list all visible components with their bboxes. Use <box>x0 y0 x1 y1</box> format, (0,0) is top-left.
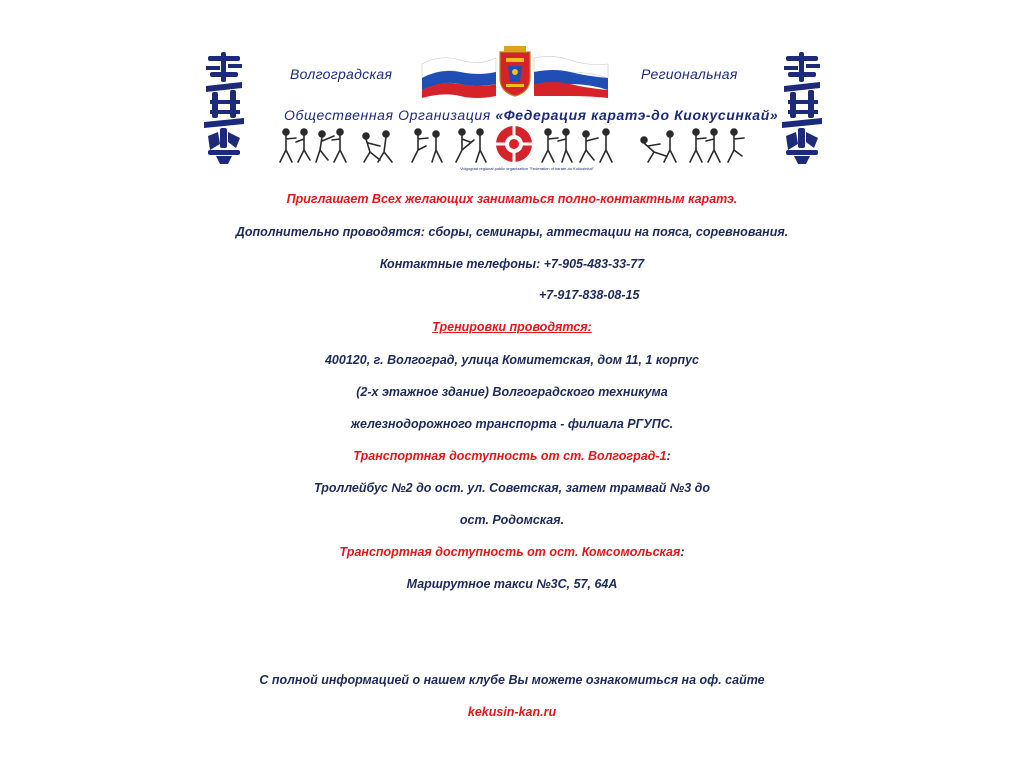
address-line-1: 400120, г. Волгоград, улица Комитетская, дом 11, 1 корпус <box>324 353 700 367</box>
header-left-word: Волгоградская <box>290 66 393 82</box>
transport-1-line-2: ост. Родомская. <box>459 513 565 527</box>
header-organization-line <box>284 107 778 123</box>
website-info-text: С полной информацией о нашем клубе Вы можете ознакомиться на оф. сайте <box>259 673 765 687</box>
contacts-label: Контактные телефоны: <box>379 257 544 271</box>
russian-flags-with-volgograd-coat-of-arms-icon <box>420 46 610 98</box>
karate-fighters-strip <box>276 126 752 166</box>
header-banner <box>0 0 1024 175</box>
transport-2-line: Маршрутное такси №3С, 57, 64А <box>406 577 618 591</box>
invitation-text: Приглашает Всех желающих заниматься полно-контактным каратэ. <box>286 192 738 206</box>
transport-2-heading: Транспортная доступность от ост. Комсомольская <box>339 545 681 559</box>
kyokushin-kanji-icon <box>202 52 246 164</box>
phone-2: +7-917-838-08-15 <box>539 288 640 302</box>
transport-2-heading-line <box>0 545 1024 559</box>
kyokushin-kanku-emblem-icon <box>496 126 532 162</box>
transport-2-colon: : <box>680 545 685 559</box>
address-line-2: (2-х этажное здание) Волгоградского техникума <box>356 385 668 399</box>
phone-1: +7-905-483-33-77 <box>543 257 645 271</box>
additional-activities-text: Дополнительно проводятся: сборы, семинары, аттестации на пояса, соревнования. <box>235 225 789 239</box>
address-line-3: железнодорожного транспорта - филиала РГУПС. <box>350 417 674 431</box>
kyokushin-kanji-icon <box>780 52 824 164</box>
transport-1-line-1: Троллейбус №2 до ост. ул. Советская, затем трамвай №3 до <box>313 481 711 495</box>
header-organization-accent: «Федерация каратэ-до Киокусинкай» <box>495 107 779 123</box>
website-link[interactable]: kekusin-kan.ru <box>467 705 557 719</box>
transport-1-heading: Транспортная доступность от ст. Волгоград-1 <box>353 449 667 463</box>
organization-caption: Volgograd regional public organization "Federation of karate-do Kokusinkai" <box>460 166 594 171</box>
transport-1-heading-line <box>0 449 1024 463</box>
header-organization-prefix: Общественная Организация <box>284 107 496 123</box>
transport-1-colon: : <box>666 449 671 463</box>
header-right-word: Региональная <box>641 66 738 82</box>
contact-phones-line <box>0 257 1024 271</box>
trainings-heading: Тренировки проводятся: <box>432 320 592 334</box>
